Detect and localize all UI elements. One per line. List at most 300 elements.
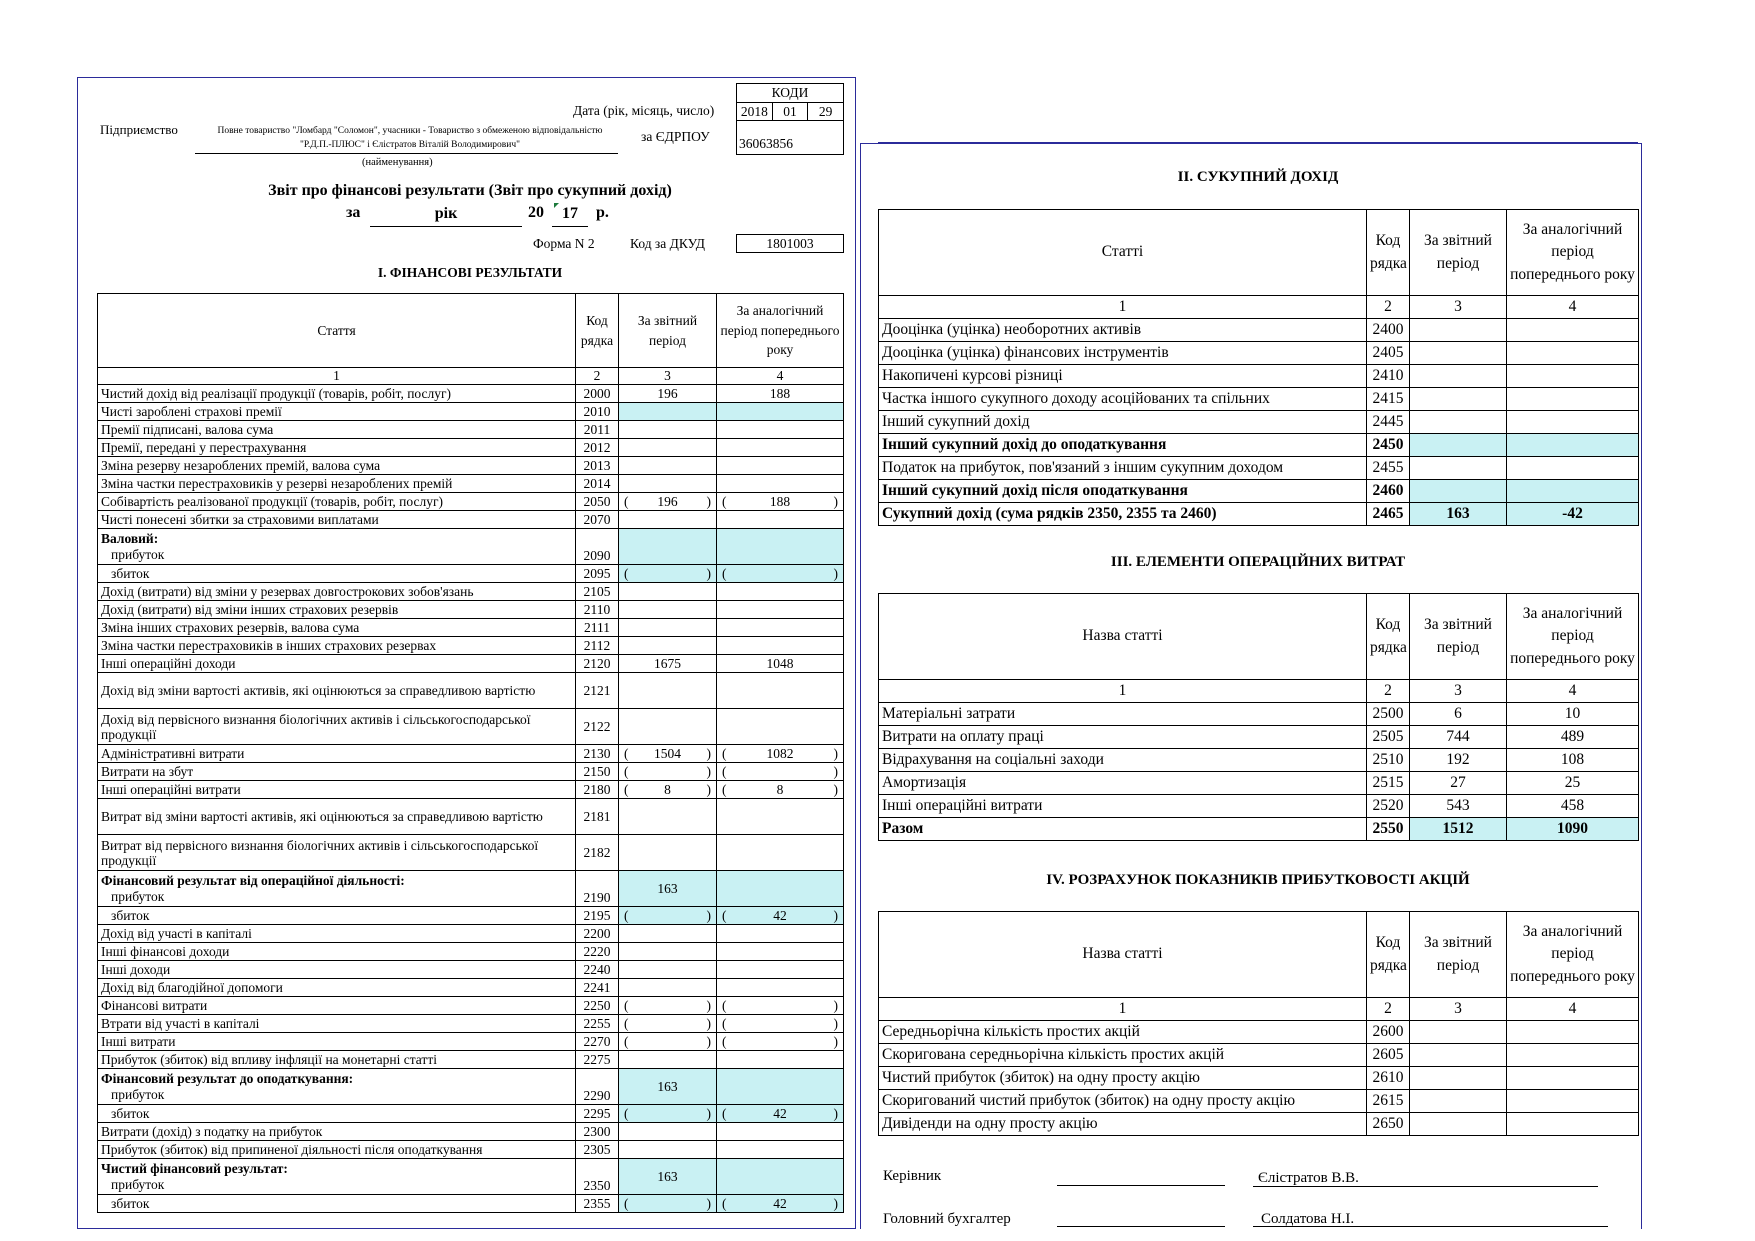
row-code: 2600 xyxy=(1367,1021,1410,1044)
row-code: 2515 xyxy=(1367,772,1410,795)
col-number: 2 xyxy=(576,368,619,385)
table-row xyxy=(98,1069,844,1105)
row-label-text: Інші витрати xyxy=(101,1033,176,1049)
row-label-text: збиток xyxy=(111,907,150,923)
value-text: 108 xyxy=(1560,751,1585,768)
row-code: 2350 xyxy=(576,1159,619,1195)
previous-value xyxy=(1507,1090,1639,1113)
current-value xyxy=(619,961,717,979)
value-text: 188 xyxy=(769,493,791,509)
current-value xyxy=(619,493,717,511)
row-label xyxy=(98,1141,576,1159)
section3-title: III. ЕЛЕМЕНТИ ОПЕРАЦІЙНИХ ВИТРАТ xyxy=(1110,554,1406,570)
table-row xyxy=(98,511,844,529)
current-value xyxy=(1410,388,1507,411)
open-paren: ( xyxy=(722,745,727,761)
row-label-text: Середньорічна кількість простих акцій xyxy=(882,1023,1140,1040)
value-text: 744 xyxy=(1446,728,1470,745)
value-text: 188 xyxy=(769,385,791,401)
open-paren: ( xyxy=(624,781,629,797)
group-title: Фінансовий результат від операційної діяльності: xyxy=(101,872,405,888)
accountant-name: Солдатова Н.І. xyxy=(1261,1211,1355,1227)
row-label-text: Інший сукупний дохід xyxy=(882,413,1030,430)
header-row xyxy=(879,912,1639,998)
group-label-box xyxy=(101,531,572,563)
head-name-line xyxy=(1253,1174,1598,1187)
row-label-text: Зміна інших страхових резервів, валова сума xyxy=(101,619,360,635)
operating-expenses-table xyxy=(878,593,1639,841)
current-value xyxy=(1410,1067,1507,1090)
previous-value xyxy=(717,1141,844,1159)
share-profitability-table xyxy=(878,911,1639,1136)
previous-value xyxy=(717,781,844,799)
value-box xyxy=(1413,751,1503,769)
group-title: Чистий фінансовий результат: xyxy=(101,1160,288,1176)
previous-value xyxy=(1507,795,1639,818)
value-box xyxy=(720,908,840,924)
open-paren: ( xyxy=(624,1105,629,1121)
table-row xyxy=(879,749,1639,772)
edrpou-label: за ЄДРПОУ xyxy=(641,129,710,144)
row-label xyxy=(98,781,576,799)
value-box xyxy=(1413,820,1503,838)
current-value xyxy=(619,637,717,655)
value-text: 1048 xyxy=(766,655,794,671)
current-value xyxy=(619,583,717,601)
table-row xyxy=(98,835,844,871)
value-box xyxy=(622,494,713,510)
col-header-code: Код рядка xyxy=(1367,210,1410,296)
date-label: Дата (рік, місяць, число) xyxy=(573,103,715,118)
row-code: 2305 xyxy=(576,1141,619,1159)
header-row xyxy=(879,210,1639,296)
current-value xyxy=(619,709,717,745)
column-number-row xyxy=(98,368,844,385)
current-value xyxy=(1410,503,1507,526)
value-box xyxy=(622,881,713,897)
value-text: 1504 xyxy=(654,745,681,761)
close-paren: ) xyxy=(706,907,711,923)
row-label xyxy=(879,388,1367,411)
current-value xyxy=(619,619,717,637)
row-label-text: Відрахування на соціальні заходи xyxy=(882,751,1104,768)
row-label xyxy=(879,457,1367,480)
row-code: 2010 xyxy=(576,403,619,421)
row-code: 2445 xyxy=(1367,411,1410,434)
section4-title: IV. РОЗРАХУНОК ПОКАЗНИКІВ ПРИБУТКОВОСТІ АКЦІЙ xyxy=(1046,872,1470,888)
previous-value xyxy=(717,799,844,835)
open-paren: ( xyxy=(722,907,727,923)
row-label xyxy=(879,365,1367,388)
row-code: 2180 xyxy=(576,781,619,799)
open-paren: ( xyxy=(624,565,629,581)
table-row xyxy=(98,655,844,673)
current-value xyxy=(1410,342,1507,365)
row-code: 2405 xyxy=(1367,342,1410,365)
value-text: 192 xyxy=(1446,751,1470,768)
current-value xyxy=(619,1015,717,1033)
row-code: 2650 xyxy=(1367,1113,1410,1136)
value-box xyxy=(1510,820,1635,838)
row-label xyxy=(879,818,1367,841)
value-text: 163 xyxy=(657,1168,678,1184)
current-value xyxy=(1410,749,1507,772)
report-title: Звіт про фінансові результати (Звіт про сукупний дохід) xyxy=(268,182,672,199)
table-row xyxy=(98,475,844,493)
current-value xyxy=(1410,319,1507,342)
row-code: 2410 xyxy=(1367,365,1410,388)
row-label xyxy=(879,1113,1367,1136)
table-row xyxy=(98,601,844,619)
row-label xyxy=(98,565,576,583)
row-code: 2014 xyxy=(576,475,619,493)
col-header-article: Стаття xyxy=(98,294,576,368)
current-value xyxy=(1410,726,1507,749)
close-paren: ) xyxy=(706,1033,711,1049)
value-text: 1082 xyxy=(766,745,794,761)
current-value xyxy=(1410,1113,1507,1136)
value-text: 6 xyxy=(1454,705,1462,722)
row-code: 2465 xyxy=(1367,503,1410,526)
col-header-article: Назва статті xyxy=(879,912,1367,998)
table-row xyxy=(879,319,1639,342)
col-header-current: За звітний період xyxy=(1410,210,1507,296)
current-value xyxy=(1410,457,1507,480)
row-code: 2550 xyxy=(1367,818,1410,841)
table-row xyxy=(98,1159,844,1195)
year-suffix: 17 xyxy=(552,205,588,227)
value-box xyxy=(622,782,713,798)
value-text: 163 xyxy=(657,1078,678,1094)
previous-value xyxy=(1507,726,1639,749)
row-label xyxy=(98,403,576,421)
value-box xyxy=(622,1079,713,1095)
row-code: 2295 xyxy=(576,1105,619,1123)
value-text: 458 xyxy=(1560,797,1585,814)
row-code: 2000 xyxy=(576,385,619,403)
open-paren: ( xyxy=(624,907,629,923)
value-box xyxy=(1510,728,1635,746)
table-row xyxy=(98,1033,844,1051)
table-row xyxy=(98,907,844,925)
row-code: 2190 xyxy=(576,871,619,907)
col-number: 1 xyxy=(98,368,576,385)
previous-value xyxy=(717,1015,844,1033)
row-code: 2505 xyxy=(1367,726,1410,749)
accountant-name-line xyxy=(1253,1215,1608,1227)
col-number: 3 xyxy=(619,368,717,385)
column-number-row xyxy=(879,680,1639,703)
row-label xyxy=(98,835,576,871)
row-code: 2500 xyxy=(1367,703,1410,726)
close-paren: ) xyxy=(833,997,838,1013)
open-paren: ( xyxy=(722,565,727,581)
value-box xyxy=(720,1196,840,1212)
row-label xyxy=(879,772,1367,795)
row-label-text: прибуток xyxy=(111,1086,165,1102)
current-value xyxy=(619,673,717,709)
previous-value xyxy=(1507,319,1639,342)
row-label-text: Чисті понесені збитки за страховими виплатами xyxy=(101,511,379,527)
previous-value xyxy=(717,1033,844,1051)
previous-value xyxy=(717,673,844,709)
previous-value xyxy=(717,385,844,403)
table-row xyxy=(98,439,844,457)
group-label-box xyxy=(101,1161,572,1193)
col-header-code: Код рядка xyxy=(576,294,619,368)
table-row xyxy=(879,1067,1639,1090)
close-paren: ) xyxy=(706,997,711,1013)
row-label-text: Інший сукупний дохід до оподаткування xyxy=(882,436,1167,453)
table-row xyxy=(879,703,1639,726)
row-label-text: Чистий дохід від реалізації продукції (товарів, робіт, послуг) xyxy=(101,385,452,401)
current-value xyxy=(1410,365,1507,388)
row-label-text: Скоригований чистий прибуток (збиток) на одну просту акцію xyxy=(882,1092,1296,1109)
table-row xyxy=(98,583,844,601)
row-label-text: Дивіденди на одну просту акцію xyxy=(882,1115,1098,1132)
col-number: 4 xyxy=(1507,998,1639,1021)
row-label xyxy=(98,1195,576,1213)
close-paren: ) xyxy=(833,1033,838,1049)
name-caption: (найменування) xyxy=(362,157,433,168)
row-code: 2130 xyxy=(576,745,619,763)
previous-value xyxy=(1507,342,1639,365)
row-code: 2181 xyxy=(576,799,619,835)
value-text: 27 xyxy=(1450,774,1466,791)
comprehensive-income-table xyxy=(878,209,1639,526)
row-label xyxy=(98,1159,576,1195)
current-value xyxy=(619,1159,717,1195)
row-label-text: Дохід (витрати) від зміни інших страхових резервів xyxy=(101,601,399,617)
previous-value xyxy=(717,583,844,601)
table-row xyxy=(98,457,844,475)
row-label-text: Витрати на оплату праці xyxy=(882,728,1044,745)
col-header-article: Статті xyxy=(879,210,1367,296)
table-row xyxy=(879,411,1639,434)
row-label xyxy=(879,703,1367,726)
current-value xyxy=(619,1033,717,1051)
row-label xyxy=(879,1090,1367,1113)
open-paren: ( xyxy=(722,493,727,509)
close-paren: ) xyxy=(706,565,711,581)
col-number: 2 xyxy=(1367,998,1410,1021)
table-row xyxy=(98,979,844,997)
row-label-text: Інші операційні доходи xyxy=(101,655,236,671)
previous-value xyxy=(1507,1044,1639,1067)
close-paren: ) xyxy=(706,745,711,761)
column-number-row xyxy=(879,998,1639,1021)
row-code: 2182 xyxy=(576,835,619,871)
row-label xyxy=(98,961,576,979)
previous-value xyxy=(1507,411,1639,434)
row-label-text: Інший сукупний дохід після оподаткування xyxy=(882,482,1188,499)
current-value xyxy=(619,1051,717,1069)
table-row xyxy=(98,565,844,583)
row-label xyxy=(98,673,576,709)
col-header-previous: За аналогічний період попереднього року xyxy=(717,294,844,368)
previous-value xyxy=(717,511,844,529)
table-row xyxy=(98,1195,844,1213)
financial-results-table xyxy=(97,293,844,1213)
current-value xyxy=(619,835,717,871)
row-label xyxy=(98,457,576,475)
previous-value xyxy=(717,655,844,673)
row-label xyxy=(879,726,1367,749)
row-label-text: Дооцінка (уцінка) необоротних активів xyxy=(882,321,1142,338)
row-label xyxy=(98,637,576,655)
row-code: 2240 xyxy=(576,961,619,979)
col-header-current: За звітний період xyxy=(1410,594,1507,680)
current-value xyxy=(619,1123,717,1141)
current-value xyxy=(619,475,717,493)
close-paren: ) xyxy=(833,493,838,509)
row-code: 2510 xyxy=(1367,749,1410,772)
row-label-text: Зміна частки перестраховиків в інших страхових резервах xyxy=(101,637,437,653)
table-row xyxy=(879,388,1639,411)
row-label xyxy=(98,979,576,997)
row-code: 2610 xyxy=(1367,1067,1410,1090)
close-paren: ) xyxy=(833,1015,838,1031)
current-value xyxy=(619,907,717,925)
row-label xyxy=(98,601,576,619)
previous-value xyxy=(717,871,844,907)
row-code: 2121 xyxy=(576,673,619,709)
open-paren: ( xyxy=(624,997,629,1013)
previous-value xyxy=(717,997,844,1015)
row-code: 2241 xyxy=(576,979,619,997)
enterprise-name: Повне товариство "Ломбард "Соломон", учасники - Товариство з обмеженою відповідальністю "Р.Д.П.-ПЛЮС" і Єлістратов Віталій Володимирович" xyxy=(217,126,603,150)
row-label xyxy=(98,421,576,439)
current-value xyxy=(619,1105,717,1123)
header-row xyxy=(98,294,844,368)
col-number: 1 xyxy=(879,998,1367,1021)
table-row xyxy=(879,503,1639,526)
previous-value xyxy=(1507,480,1639,503)
previous-value xyxy=(717,637,844,655)
row-label-text: Дохід від зміни вартості активів, які оцінюються за справедливою вартістю xyxy=(101,683,536,698)
row-label-text: Прибуток (збиток) від припиненої діяльності після оподаткування xyxy=(101,1141,483,1157)
current-value xyxy=(1410,795,1507,818)
row-label-text: Інші операційні витрати xyxy=(882,797,1043,814)
row-code: 2355 xyxy=(576,1195,619,1213)
row-label-text: прибуток xyxy=(111,888,165,904)
current-value xyxy=(619,511,717,529)
row-code: 2110 xyxy=(576,601,619,619)
current-value xyxy=(619,529,717,565)
row-label-text: Інші доходи xyxy=(101,961,171,977)
row-code: 2122 xyxy=(576,709,619,745)
value-text: 10 xyxy=(1564,705,1581,722)
current-value xyxy=(619,457,717,475)
row-label-text: Скоригована середньорічна кількість простих акцій xyxy=(882,1046,1225,1063)
value-text: 1512 xyxy=(1442,820,1474,837)
row-label xyxy=(98,529,576,565)
table-row xyxy=(98,1051,844,1069)
value-text: 163 xyxy=(1446,505,1470,522)
current-value xyxy=(619,925,717,943)
row-label-text: Частка іншого сукупного доходу асоційованих та спільних xyxy=(882,390,1270,407)
previous-value xyxy=(717,961,844,979)
current-value xyxy=(1410,818,1507,841)
value-text: 196 xyxy=(657,385,678,401)
previous-value xyxy=(1507,457,1639,480)
close-paren: ) xyxy=(833,763,838,779)
codes-box xyxy=(736,83,844,155)
previous-value xyxy=(717,835,844,871)
value-box xyxy=(1413,728,1503,746)
previous-value xyxy=(1507,434,1639,457)
row-code: 2255 xyxy=(576,1015,619,1033)
previous-value xyxy=(717,403,844,421)
row-label xyxy=(98,511,576,529)
row-label-text: Фінансові витрати xyxy=(101,997,208,1013)
row-label-text: Матеріальні затрати xyxy=(882,705,1016,722)
table-row xyxy=(98,1141,844,1159)
table-row xyxy=(98,961,844,979)
previous-value xyxy=(1507,388,1639,411)
row-code: 2150 xyxy=(576,763,619,781)
table-row xyxy=(879,365,1639,388)
current-value xyxy=(619,763,717,781)
row-code: 2605 xyxy=(1367,1044,1410,1067)
col-header-code: Код рядка xyxy=(1367,594,1410,680)
current-value xyxy=(619,1141,717,1159)
open-paren: ( xyxy=(722,1015,727,1031)
column-number-row xyxy=(879,296,1639,319)
col-number: 3 xyxy=(1410,680,1507,703)
previous-value xyxy=(717,943,844,961)
current-value xyxy=(619,997,717,1015)
row-label-text: прибуток xyxy=(111,1176,165,1192)
row-label xyxy=(98,709,576,745)
row-label xyxy=(879,1044,1367,1067)
row-code: 2415 xyxy=(1367,388,1410,411)
row-label-text: Зміна резерву незароблених премій, валова сума xyxy=(101,457,381,473)
row-code: 2615 xyxy=(1367,1090,1410,1113)
row-label-text: Інші операційні витрати xyxy=(101,781,241,797)
period-suffix: р. xyxy=(596,204,609,221)
current-value xyxy=(1410,480,1507,503)
value-box xyxy=(1510,751,1635,769)
value-box xyxy=(1413,774,1503,792)
row-code: 2111 xyxy=(576,619,619,637)
row-label xyxy=(98,439,576,457)
head-signature-line xyxy=(1057,1174,1225,1186)
row-label-text: Витрат від зміни вартості активів, які оцінюються за справедливою вартістю xyxy=(101,809,543,824)
row-code: 2070 xyxy=(576,511,619,529)
row-label-text: Адміністративні витрати xyxy=(101,745,245,761)
col-number: 1 xyxy=(879,296,1367,319)
row-code: 2195 xyxy=(576,907,619,925)
row-label-text: Дохід (витрати) від зміни у резервах довгострокових зобов'язань xyxy=(101,583,474,599)
table-row xyxy=(98,421,844,439)
table-row xyxy=(98,637,844,655)
current-value xyxy=(619,979,717,997)
header-row xyxy=(879,594,1639,680)
table-row xyxy=(98,403,844,421)
value-box xyxy=(1510,505,1635,523)
row-label-text: Премії, передані у перестрахування xyxy=(101,439,307,455)
table-row xyxy=(879,795,1639,818)
row-code: 2011 xyxy=(576,421,619,439)
open-paren: ( xyxy=(722,997,727,1013)
col-number: 4 xyxy=(717,368,844,385)
row-label xyxy=(98,385,576,403)
head-label: Керівник xyxy=(883,1168,942,1184)
close-paren: ) xyxy=(706,493,711,509)
value-box xyxy=(1510,705,1635,723)
row-code: 2220 xyxy=(576,943,619,961)
